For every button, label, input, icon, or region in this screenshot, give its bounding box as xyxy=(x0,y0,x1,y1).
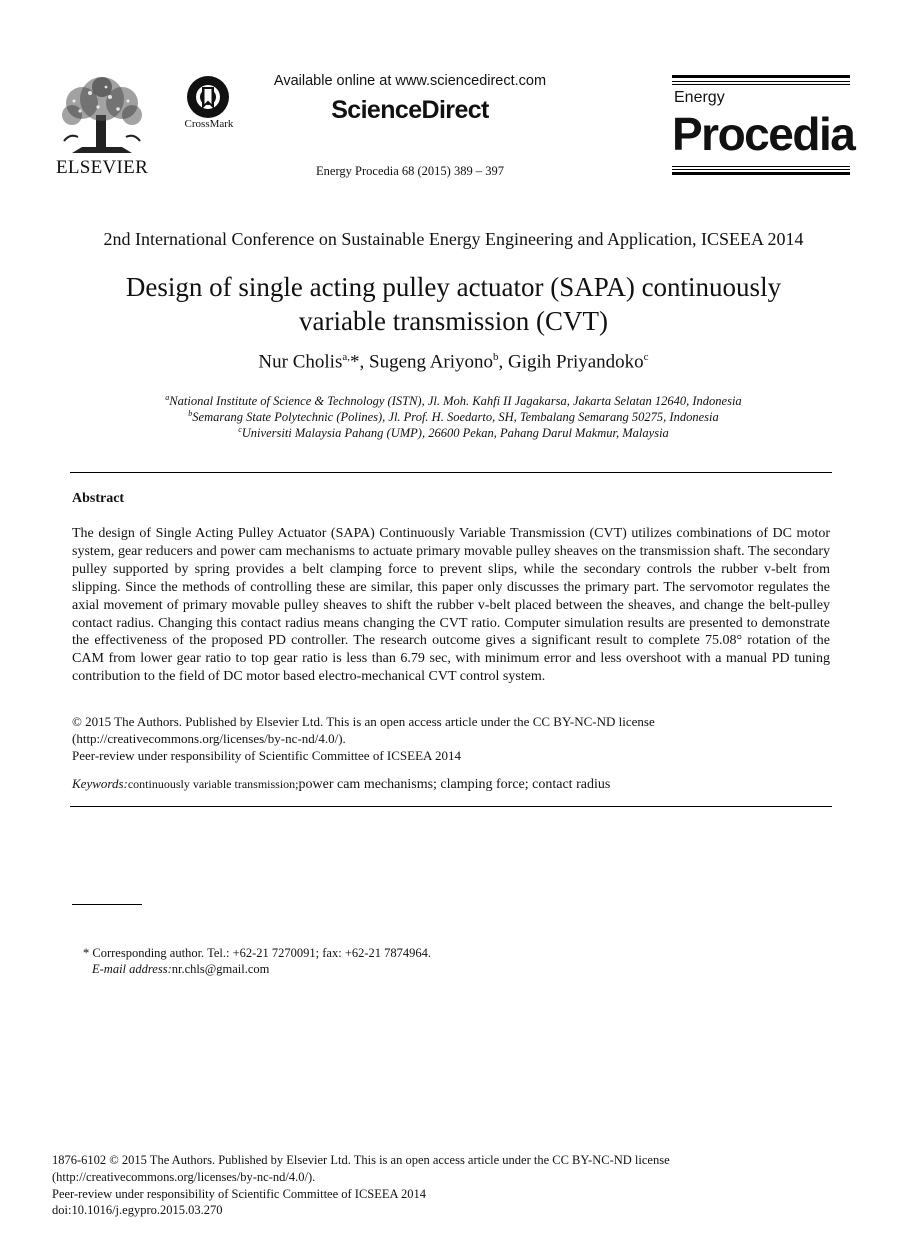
affiliation-text: Semarang State Polytechnic (Polines), Jl. Prof. H. Soedarto, SH, Tembalang Semarang 50275, Indonesia xyxy=(192,410,719,425)
divider-bottom xyxy=(70,806,832,807)
author-separator: , xyxy=(359,351,369,373)
affiliation-a xyxy=(0,393,907,409)
affiliation-c xyxy=(0,425,907,441)
affiliation-b xyxy=(0,409,907,425)
peer-review-notice: Peer-review under responsibility of Scientific Committee of ICSEEA 2014 xyxy=(72,748,461,763)
keyword-items: power cam mechanisms; clamping force; contact radius xyxy=(298,777,611,792)
conference-name: 2nd International Conference on Sustainable Energy Engineering and Application, ICSEEA 2014 xyxy=(103,229,804,249)
elsevier-wordmark: ELSEVIER xyxy=(55,157,149,178)
divider-top xyxy=(70,472,832,473)
issn-copyright: 1876-6102 © 2015 The Authors. Published by Elsevier Ltd. This is an open access article under the CC BY-NC-ND license xyxy=(52,1153,670,1167)
keywords-label: Keywords: xyxy=(72,776,128,791)
available-online-text[interactable]: Available online at www.sciencedirect.com xyxy=(273,73,547,89)
author-affiliation-mark[interactable]: a, xyxy=(342,351,350,363)
author-affiliation-mark[interactable]: c xyxy=(643,351,649,363)
author-list xyxy=(0,351,907,373)
footnote-rule xyxy=(72,904,142,905)
corresponding-mark[interactable]: * xyxy=(350,351,360,373)
affiliation-mark: c xyxy=(238,425,242,434)
email-line xyxy=(92,962,269,977)
author-name: Sugeng Ariyono xyxy=(369,351,494,373)
energy-procedia-logo xyxy=(672,75,855,177)
crossmark-badge[interactable] xyxy=(178,75,240,135)
crossmark-label: CrossMark xyxy=(184,118,234,130)
email-address[interactable]: nr.chls@gmail.com xyxy=(171,962,270,976)
bottom-license-link[interactable]: (http://creativecommons.org/licenses/by-nc-nd/4.0/). xyxy=(52,1170,316,1184)
author-name: Gigih Priyandoko xyxy=(508,351,644,373)
email-label: E-mail address: xyxy=(92,962,172,976)
abstract-body: The design of Single Acting Pulley Actuator (SAPA) Continuously Variable Transmission (CVT) utilizes combinations of DC motor system, gear reducers and power cam mechanisms to actuate primary movable pulley sheaves on the transmission shaft. The secondary pulley supported by spring provides a belt clamping force to prevent slips, while the secondary controls the rubber v-belt from slipping. Since the methods of controlling these are similar, this paper only discusses the primary part. The servomotor regulates the axial movement of primary movable pulley sheaves to shift the rubber v-belt placed between the sheaves, and change the belt-pulley contact radius. Changing this contact radius means changing the CVT ratio. Computer simulation results are presented to demonstrate the effectiveness of the proposed PD controller. The research outcome gives a significant result to complete 75.08° rotation of the CAM from lower gear ratio to top gear ratio is less than 6.79 sec, with minimum error and less overshoot with a manual PD tuning contribution to the field of DC motor based electro-mechanical CVT control system. xyxy=(72,526,830,685)
affiliation-mark: a xyxy=(165,393,170,402)
paper-title: Design of single acting pulley actuator (SAPA) continuously variable transmission (CVT) xyxy=(125,272,782,336)
doi[interactable]: doi:10.1016/j.egypro.2015.03.270 xyxy=(52,1203,223,1217)
affiliation-mark: b xyxy=(188,409,193,418)
journal-name-energy: Energy xyxy=(674,89,725,106)
abstract-heading: Abstract xyxy=(72,491,125,506)
journal-name-procedia: Procedia xyxy=(672,108,855,160)
elsevier-tree-icon xyxy=(52,75,152,157)
keywords xyxy=(72,776,610,793)
corresponding-author-note: * Corresponding author. Tel.: +62-21 7270091; fax: +62-21 7874964. xyxy=(83,946,432,960)
author-name: Nur Cholis xyxy=(258,351,343,373)
copyright-notice: © 2015 The Authors. Published by Elsevier Ltd. This is an open access article under the CC BY-NC-ND license xyxy=(72,714,655,729)
author-affiliation-mark[interactable]: b xyxy=(493,351,499,363)
journal-reference: Energy Procedia 68 (2015) 389 – 397 xyxy=(316,164,504,178)
affiliation-text: Universiti Malaysia Pahang (UMP), 26600 Pekan, Pahang Darul Makmur, Malaysia xyxy=(241,426,669,441)
crossmark-icon xyxy=(186,75,230,119)
author-separator: , xyxy=(498,351,509,373)
elsevier-logo xyxy=(52,75,152,177)
bottom-peer-review: Peer-review under responsibility of Scientific Committee of ICSEEA 2014 xyxy=(52,1187,426,1201)
keyword-item: continuously variable transmission; xyxy=(127,777,299,791)
license-link[interactable]: (http://creativecommons.org/licenses/by-nc-nd/4.0/). xyxy=(72,731,346,746)
affiliation-text: National Institute of Science & Technology (ISTN), Jl. Moh. Kahfi II Jagakarsa, Jakarta Selatan 12640, Indonesia xyxy=(169,394,742,409)
sciencedirect-wordmark: ScienceDirect xyxy=(331,96,489,124)
